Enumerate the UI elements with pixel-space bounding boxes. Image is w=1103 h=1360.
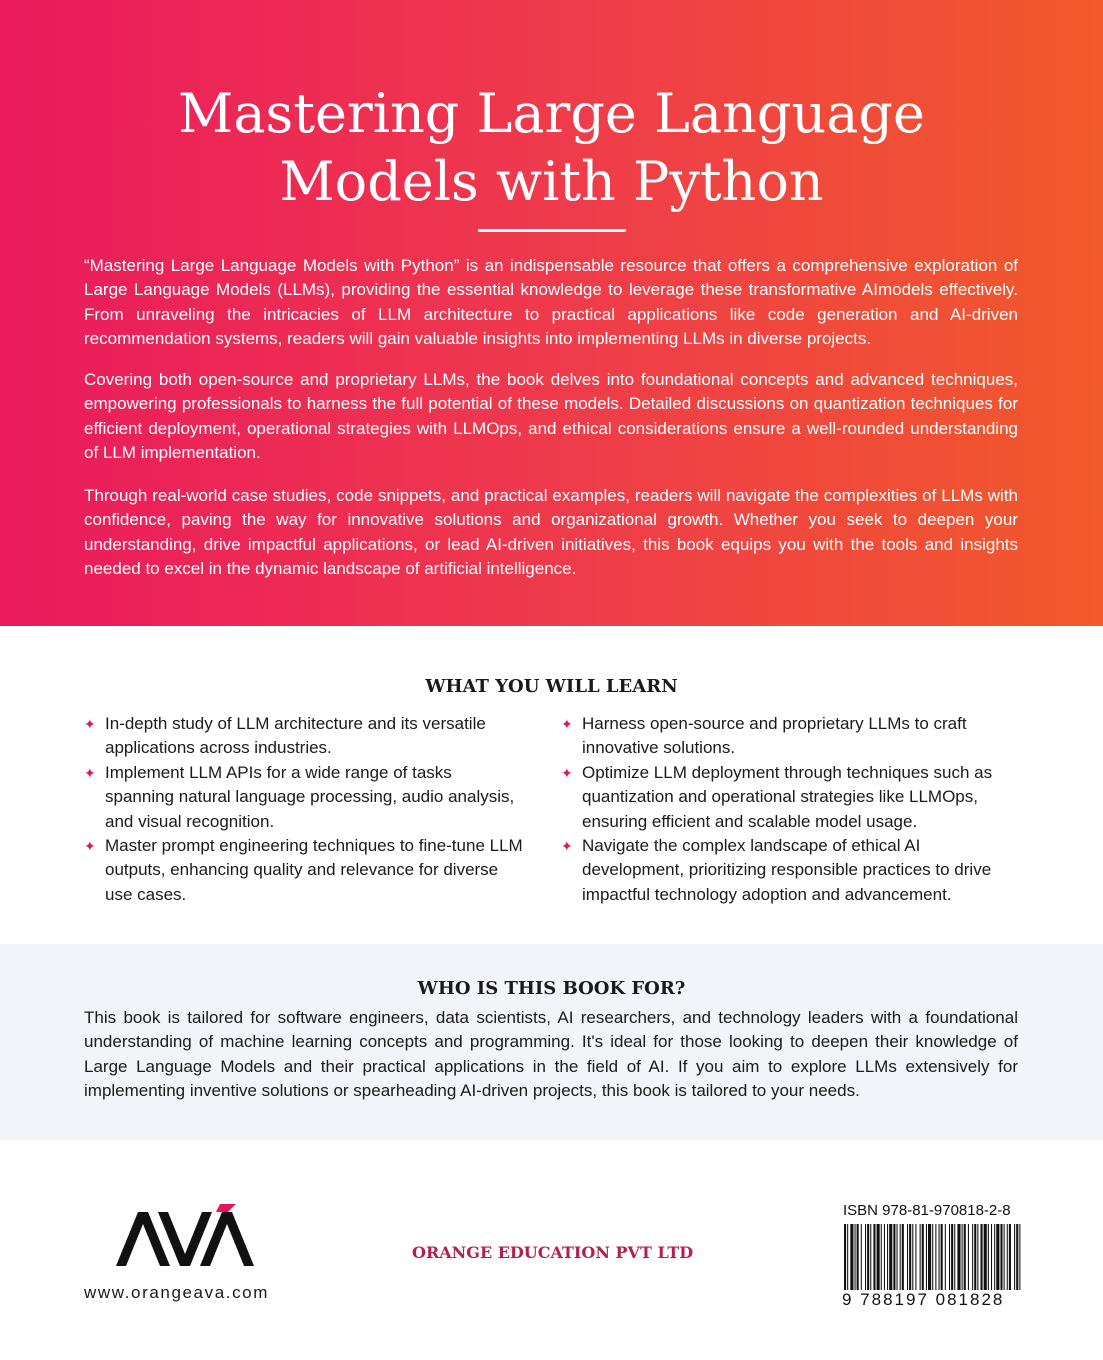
barcode-bar	[867, 1224, 869, 1290]
learn-heading: WHAT YOU WILL LEARN	[425, 676, 678, 697]
learn-item-text: Optimize LLM deployment through techniques such as quantization and operational strategies like LLMOps, ensuring efficient and scalable model usage.	[582, 762, 993, 831]
barcode-bar	[909, 1224, 911, 1290]
barcode-bar	[873, 1224, 875, 1290]
learn-list-right	[561, 712, 1026, 907]
barcode-bar	[1000, 1224, 1002, 1290]
barcode-bar	[1014, 1224, 1015, 1290]
star-bullet-icon: ✦	[561, 716, 573, 732]
barcode-bar	[981, 1224, 983, 1290]
barcode-bar	[922, 1224, 924, 1290]
ava-logo-icon	[116, 1204, 254, 1266]
star-bullet-icon: ✦	[84, 764, 96, 781]
barcode-bar	[996, 1224, 999, 1290]
learn-item	[561, 834, 1026, 907]
learn-item-text: Navigate the complex landscape of ethical AI development, prioritizing responsible practices to drive impactful technology adoption and advancement.	[582, 836, 992, 904]
barcode-bar	[994, 1224, 995, 1290]
barcode-bar	[889, 1224, 892, 1290]
barcode-bar	[902, 1224, 904, 1290]
learn-item	[84, 761, 524, 834]
barcode-icon	[842, 1224, 1022, 1290]
barcode-bar	[945, 1224, 946, 1290]
barcode-bar	[912, 1224, 913, 1290]
website-link[interactable]: www.orangeava.com	[84, 1283, 269, 1302]
barcode-bar	[928, 1224, 931, 1290]
barcode-bar	[954, 1224, 955, 1290]
intro-paragraph-1: “Mastering Large Language Models with Python” is an indispensable resource that offers a comprehensive exploration of Large Language Models (LLMs), providing the essential knowledge to leverage these transformative AImodels effectively. From unraveling the intricacies of LLM architecture to practical applications like code generation and AI-driven recommendation systems, readers will gain valuable insights into implementing LLMs in diverse projects.	[84, 256, 1018, 349]
star-bullet-icon: ✦	[561, 838, 573, 855]
barcode-bar	[974, 1224, 976, 1290]
intro-paragraph-3: Through real-world case studies, code snippets, and practical examples, readers will navigate the complexities of LLMs with confidence, paving the way for innovative solutions and organizational growth. Whether you seek to deepen your understanding, drive impactful applications, or lead AI-driven initiatives, this book equips you with the tools and insights needed to excel in the dynamic landscape of artificial intelligence.	[84, 486, 1018, 579]
learn-list-left	[84, 712, 524, 907]
barcode-bar	[935, 1224, 936, 1290]
book-title-line-1: Mastering Large Language	[178, 82, 925, 145]
barcode-bar	[893, 1224, 895, 1290]
barcode-bar	[968, 1224, 969, 1290]
barcode-bar	[897, 1224, 898, 1290]
barcode-bar	[1016, 1224, 1018, 1290]
barcode-bar	[984, 1224, 987, 1290]
learn-item	[84, 834, 524, 907]
barcode-bar	[951, 1224, 953, 1290]
barcode-bar	[881, 1224, 882, 1290]
barcode-bar	[939, 1224, 940, 1290]
barcode-bar	[949, 1224, 950, 1290]
barcode-bar	[915, 1224, 916, 1290]
audience-heading: WHO IS THIS BOOK FOR?	[417, 978, 686, 999]
barcode-bar	[870, 1224, 871, 1290]
learn-item-text: Master prompt engineering techniques to fine-tune LLM outputs, enhancing quality and relevance for diverse use cases.	[105, 836, 523, 904]
publisher-name: ORANGE EDUCATION PVT LTD	[412, 1243, 694, 1262]
barcode-bar	[887, 1224, 888, 1290]
barcode-bar	[877, 1224, 880, 1290]
barcode-bar	[991, 1224, 992, 1290]
barcode-bar	[977, 1224, 978, 1290]
barcode-bar	[957, 1224, 960, 1290]
barcode-bar	[1009, 1224, 1011, 1290]
learn-item	[561, 712, 1026, 761]
barcode-bar	[988, 1224, 989, 1290]
barcode-bar	[920, 1224, 921, 1290]
barcode-bar	[964, 1224, 966, 1290]
barcode-bar	[844, 1224, 846, 1290]
learn-item-text: In-depth study of LLM architecture and its versatile applications across industries.	[105, 714, 486, 758]
barcode-bar	[857, 1224, 859, 1290]
barcode-bar	[926, 1224, 927, 1290]
barcode-digits: 9 788197 081828	[842, 1290, 1005, 1309]
barcode-bar	[962, 1224, 963, 1290]
barcode-bar	[850, 1224, 853, 1290]
star-bullet-icon: ✦	[561, 764, 573, 781]
star-bullet-icon: ✦	[84, 838, 96, 855]
barcode-bar	[932, 1224, 933, 1290]
barcode-bar	[855, 1224, 856, 1290]
learn-item-text: Implement LLM APIs for a wide range of tasks spanning natural language processing, audio analysis, and visual recognition.	[105, 762, 515, 831]
star-bullet-icon: ✦	[84, 716, 96, 732]
book-title-line-2: Models with Python	[279, 150, 824, 213]
book-title	[0, 80, 1103, 216]
intro-paragraph-2: Covering both open-source and proprietary LLMs, the book delves into foundational concepts and advanced techniques, empowering professionals to harness the full potential of these models. Detailed discussions on quantization techniques for efficient deployment, operational strategies with LLMOps, and ethical considerations ensure a well-rounded understanding of LLM implementation.	[84, 370, 1018, 463]
barcode-bar	[941, 1224, 943, 1290]
learn-item	[84, 712, 524, 761]
barcode-bar	[1007, 1224, 1008, 1290]
barcode-bar	[861, 1224, 862, 1290]
barcode-bar	[972, 1224, 973, 1290]
hero-banner	[0, 0, 1103, 626]
isbn-label: ISBN 978-81-970818-2-8	[843, 1202, 1011, 1219]
barcode-bar	[884, 1224, 885, 1290]
title-divider	[478, 229, 626, 232]
barcode-bar	[865, 1224, 866, 1290]
barcode-bar	[907, 1224, 908, 1290]
barcode-bar	[1004, 1224, 1005, 1290]
barcode-bar	[1019, 1224, 1020, 1290]
audience-text: This book is tailored for software engineers, data scientists, AI researchers, and technology leaders with a foundational understanding of machine learning concepts and programming. It's ideal for those looking to deepen their knowledge of Large Language Models and their practical applications in the field of AI. If you aim to explore LLMs extensively for implementing inventive solutions or spearheading AI-driven projects, this book is tailored to your needs.	[84, 1008, 1018, 1101]
barcode-bar	[900, 1224, 901, 1290]
learn-item	[561, 761, 1026, 834]
barcode-bar	[847, 1224, 848, 1290]
learn-item-text: Harness open-source and proprietary LLMs to craft innovative solutions.	[582, 714, 967, 758]
